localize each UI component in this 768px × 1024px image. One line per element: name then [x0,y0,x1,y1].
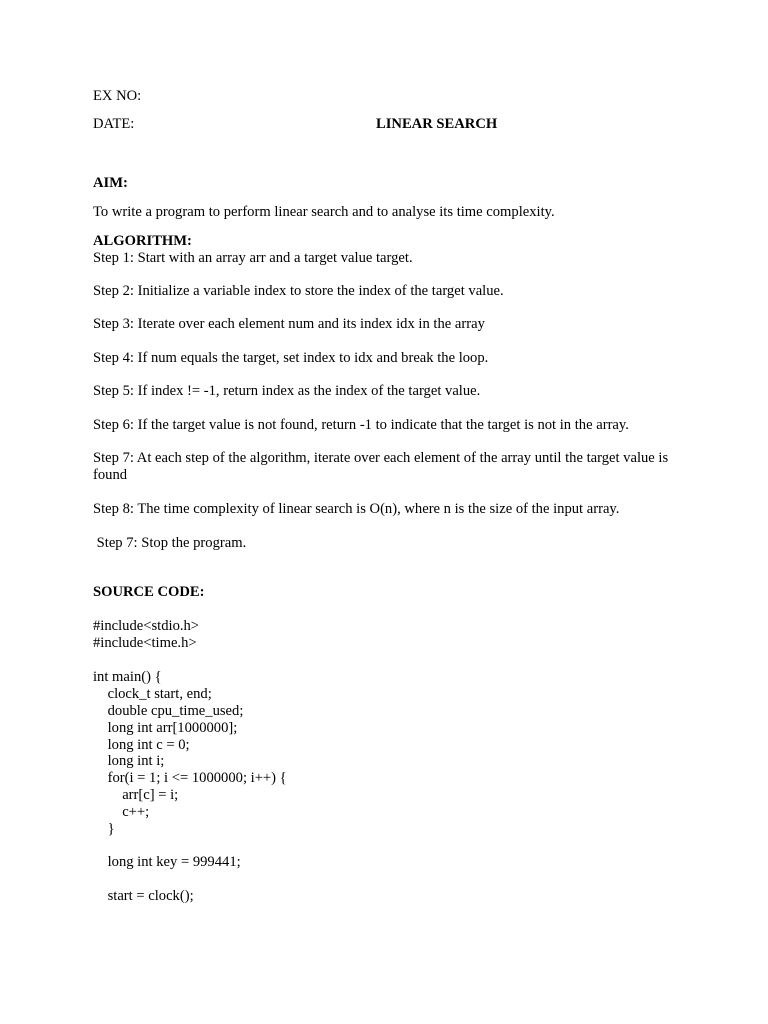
code-line: start = clock(); [93,888,194,904]
code-line: long int key = 999441; [93,854,241,870]
document-title: LINEAR SEARCH [376,116,498,132]
source-code-heading: SOURCE CODE: [93,584,205,600]
code-line: long int arr[1000000]; [93,720,238,736]
algorithm-step-5: Step 5: If index != -1, return index as the index of the target value. [93,383,481,399]
code-line: #include<stdio.h> [93,618,200,634]
code-line: arr[c] = i; [93,787,179,803]
algorithm-step-1: Step 1: Start with an array arr and a target value target. [93,250,413,266]
date-label: DATE: [93,116,135,132]
algorithm-step-4: Step 4: If num equals the target, set index to idx and break the loop. [93,350,489,366]
code-line: clock_t start, end; [93,686,212,702]
code-line: for(i = 1; i <= 1000000; i++) { [93,770,287,786]
algorithm-step-2: Step 2: Initialize a variable index to store the index of the target value. [93,283,504,299]
code-line: #include<time.h> [93,635,197,651]
code-line: long int i; [93,753,165,769]
code-line: c++; [93,804,150,820]
algorithm-step-3: Step 3: Iterate over each element num and its index idx in the array [93,316,485,332]
aim-heading: AIM: [93,175,128,191]
ex-no-label: EX NO: [93,88,142,104]
algorithm-step-7: Step 7: At each step of the algorithm, iterate over each element of the array until the target value is found [93,450,669,483]
algorithm-step-8: Step 8: The time complexity of linear search is O(n), where n is the size of the input array. [93,501,620,517]
code-line: } [93,821,115,837]
algorithm-step-9: Step 7: Stop the program. [93,535,247,551]
algorithm-step-6: Step 6: If the target value is not found, return -1 to indicate that the target is not in the array. [93,417,629,433]
code-line: long int c = 0; [93,737,190,753]
code-line: int main() { [93,669,162,685]
aim-text: To write a program to perform linear search and to analyse its time complexity. [93,204,555,220]
code-line: double cpu_time_used; [93,703,244,719]
algorithm-heading: ALGORITHM: [93,233,192,249]
